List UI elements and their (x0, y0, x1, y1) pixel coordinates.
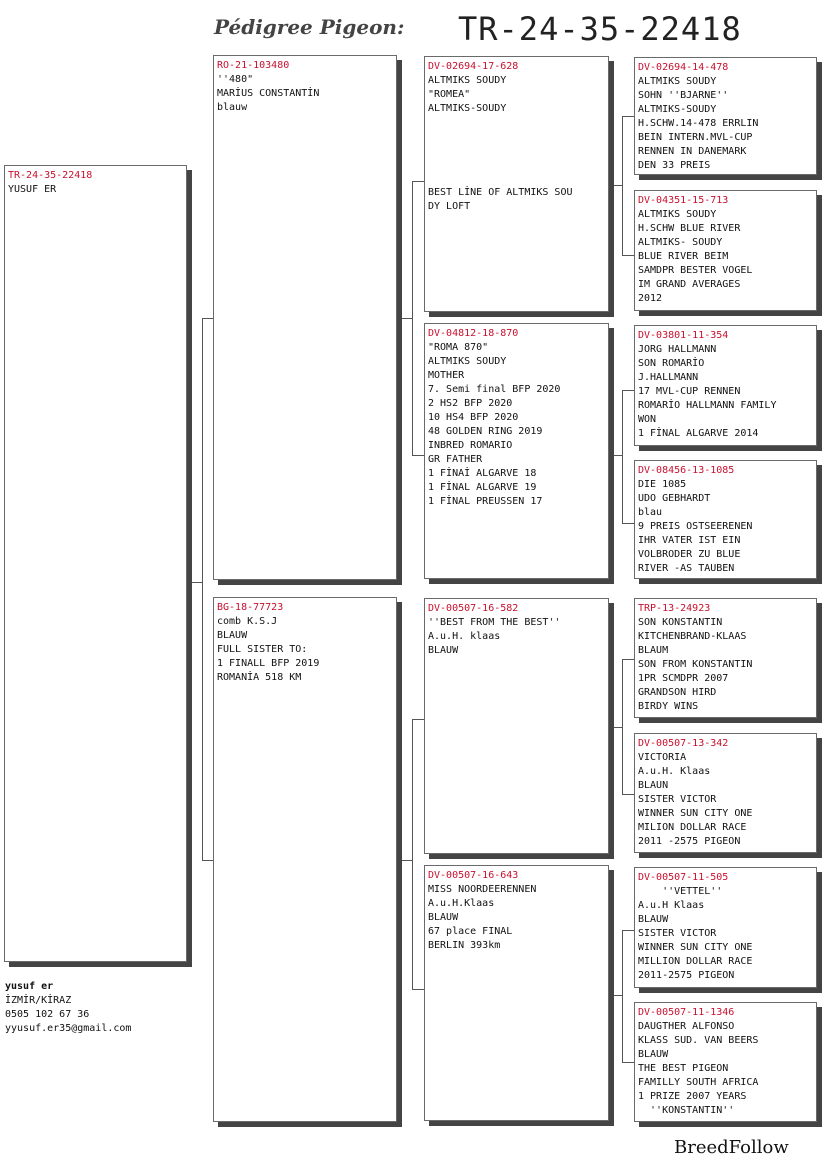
pigeon-info-line: YUSUF ER (8, 184, 57, 195)
owner-address: İZMİR/KİRAZ (5, 995, 72, 1006)
ring-number: DV-00507-11-1346 (638, 1007, 735, 1018)
pigeon-info-line: DIE 1085 (638, 479, 687, 490)
pigeon-info-line: 2012 (638, 293, 663, 304)
grandparent-card[interactable] (424, 323, 609, 579)
ring-number: BG-18-77723 (217, 602, 284, 613)
pigeon-info-line: SOHN ''BJARNE'' (638, 90, 729, 101)
connector-line (412, 181, 424, 182)
ring-number: DV-03801-11-354 (638, 330, 729, 341)
pigeon-info-line (428, 144, 605, 158)
pigeon-info-line: KLASS SUD. VAN BEERS (638, 1035, 759, 1046)
connector-line (622, 390, 634, 391)
ring-number: DV-02694-17-628 (428, 61, 519, 72)
owner-email[interactable]: yyusuf.er35@gmail.com (5, 1023, 132, 1034)
pigeon-info-line: ALTMIKS-SOUDY (638, 104, 717, 115)
pigeon-info-line: VOLBRODER ZU BLUE (638, 549, 741, 560)
pigeon-info-line: MARİUS CONSTANTİN (217, 88, 320, 99)
pigeon-info-line: 7. Semi final BFP 2020 (428, 384, 561, 395)
pigeon-info-line: A.u.H. klaas (428, 631, 501, 642)
pigeon-info-line: JORG HALLMANN (638, 344, 717, 355)
ring-number: DV-00507-11-505 (638, 872, 729, 883)
pigeon-info-line: GRANDSON HIRD (638, 687, 717, 698)
connector-line (609, 185, 622, 186)
pigeon-info-line: KITCHENBRAND-KLAAS (638, 631, 747, 642)
great-grandparent-card[interactable] (634, 598, 817, 718)
pigeon-info-line: WINNER SUN CITY ONE (638, 942, 753, 953)
pigeon-info-line: 10 HS4 BFP 2020 (428, 412, 519, 423)
pigeon-info-line: 1 FİNAL PREUSSEN 17 (428, 496, 543, 507)
pigeon-info-line: VICTORIA (638, 752, 687, 763)
pigeon-info-line: 1PR SCMDPR 2007 (638, 673, 729, 684)
owner-phone: 0505 102 67 36 (5, 1009, 90, 1020)
pigeon-info-line: BLAUW (638, 914, 669, 925)
pigeon-info-line: H.SCHW BLUE RIVER (638, 223, 741, 234)
great-grandparent-card[interactable] (634, 460, 817, 579)
connector-line (622, 1062, 634, 1063)
pigeon-info-line: IM GRAND AVERAGES (638, 279, 741, 290)
pigeon-info-line: WON (638, 414, 657, 425)
pigeon-info-line: "ROMA 870" (428, 342, 489, 353)
pigeon-info-line: 2 HS2 BFP 2020 (428, 398, 513, 409)
pigeon-info-line: SISTER VICTOR (638, 928, 717, 939)
connector-line (609, 995, 622, 996)
pigeon-info-line: FAMILLY SOUTH AFRICA (638, 1077, 759, 1088)
ring-number: TRP-13-24923 (638, 603, 711, 614)
pigeon-info-line: BLAUW (638, 1049, 669, 1060)
pigeon-info-line: BEIN INTERN.MVL-CUP (638, 132, 753, 143)
pigeon-info-line: IHR VATER IST EIN (638, 535, 741, 546)
pigeon-info-line: DAUGTHER ALFONSO (638, 1021, 735, 1032)
parent-dam-card[interactable] (213, 597, 397, 1122)
connector-line (412, 719, 413, 990)
pigeon-info-line: BIRDY WINS (638, 701, 699, 712)
grandparent-card[interactable] (424, 598, 609, 854)
pigeon-info-line: ALTMIKS-SOUDY (428, 103, 507, 114)
pigeon-info-line: MILION DOLLAR RACE (638, 822, 747, 833)
pigeon-info-line: 9 PREIS OSTSEERENEN (638, 521, 753, 532)
pigeon-info-line: MILLION DOLLAR RACE (638, 956, 753, 967)
connector-line (622, 794, 634, 795)
pigeon-info-line: 2011 -2575 PIGEON (638, 836, 741, 847)
pigeon-info-line: ROMANİA 518 KM (217, 672, 302, 683)
pigeon-info-line: ROMARİO HALLMANN FAMILY (638, 400, 777, 411)
pigeon-info-line: 1 FİNAL ALGARVE 19 (428, 482, 537, 493)
pigeon-info-line: SON KONSTANTIN (638, 617, 723, 628)
connector-line (412, 455, 424, 456)
pigeon-info-line (428, 158, 605, 172)
great-grandparent-card[interactable] (634, 190, 817, 311)
pigeon-info-line: "ROMEA" (428, 89, 471, 100)
pigeon-info-line: SISTER VICTOR (638, 794, 717, 805)
connector-line (397, 318, 412, 319)
pigeon-info-line (428, 116, 605, 130)
pigeon-ring-number: TR-24-35-22418 (458, 10, 742, 48)
pigeon-info-line: DY LOFT (428, 201, 471, 212)
great-grandparent-card[interactable] (634, 733, 817, 853)
pigeon-info-line: WINNER SUN CITY ONE (638, 808, 753, 819)
pigeon-info-line: GR FATHER (428, 454, 483, 465)
connector-line (412, 989, 424, 990)
pigeon-info-line: BLUE RIVER BEIM (638, 251, 729, 262)
pigeon-info-line: comb K.S.J (217, 616, 278, 627)
ring-number: DV-00507-16-643 (428, 870, 519, 881)
pigeon-info-line: MOTHER (428, 370, 465, 381)
pigeon-info-line: BLAUN (638, 780, 669, 791)
grandparent-card[interactable] (424, 56, 609, 312)
pigeon-info-line: ALTMIKS SOUDY (638, 209, 717, 220)
connector-line (622, 255, 634, 256)
pigeon-info-line: UDO GEBHARDT (638, 493, 711, 504)
pigeon-info-line: ALTMIKS SOUDY (428, 75, 507, 86)
pigeon-info-line: 1 FINALL BFP 2019 (217, 658, 320, 669)
owner-info (5, 980, 131, 1036)
brand-logo-text: BreedFollow (674, 1137, 789, 1158)
pigeon-info-line: A.u.H Klaas (638, 900, 705, 911)
pigeon-info-line: 48 GOLDEN RING 2019 (428, 426, 543, 437)
pigeon-info-line: SON FROM KONSTANTIN (638, 659, 753, 670)
pigeon-info-line: ALTMIKS- SOUDY (638, 237, 723, 248)
pigeon-info-line: DEN 33 PREIS (638, 160, 711, 171)
pigeon-info-line: ''BEST FROM THE BEST'' (428, 617, 561, 628)
connector-line (187, 582, 203, 583)
pigeon-info-line: INBRED ROMARIO (428, 440, 513, 451)
pigeon-info-line: MISS NOORDEERENNEN (428, 884, 537, 895)
ring-number: DV-04351-15-713 (638, 195, 729, 206)
connector-line (412, 181, 413, 456)
page-title: Pédigree Pigeon: (214, 15, 405, 39)
pigeon-info-line: ALTMIKS SOUDY (428, 356, 507, 367)
connector-line (622, 930, 634, 931)
pigeon-info-line: BLAUW (428, 645, 459, 656)
connector-line (622, 659, 623, 795)
great-grandparent-card[interactable] (634, 1002, 817, 1122)
pigeon-info-line: RENNEN IN DANEMARK (638, 146, 747, 157)
pigeon-info-line: A.u.H. Klaas (638, 766, 711, 777)
pigeon-info-line: 1 FİNAİ ALGARVE 18 (428, 468, 537, 479)
pigeon-info-line: ''KONSTANTIN'' (638, 1105, 735, 1116)
pigeon-info-line: THE BEST PIGEON (638, 1063, 729, 1074)
pigeon-info-line: 2011-2575 PIGEON (638, 970, 735, 981)
pigeon-info-line: blau (638, 507, 663, 518)
ring-number: DV-02694-14-478 (638, 62, 729, 73)
connector-line (622, 523, 634, 524)
connector-line (609, 455, 622, 456)
great-grandparent-card[interactable] (634, 57, 817, 175)
connector-line (622, 659, 634, 660)
pigeon-info-line: 1 PRIZE 2007 YEARS (638, 1091, 747, 1102)
connector-line (622, 116, 634, 117)
pigeon-info-line: BLAUW (428, 912, 459, 923)
connector-line (397, 860, 412, 861)
pigeon-info-line: BLAUW (217, 630, 248, 641)
pigeon-info-line: A.u.H.Klaas (428, 898, 495, 909)
parent-sire-card[interactable] (213, 55, 397, 580)
ring-number: TR-24-35-22418 (8, 170, 93, 181)
great-grandparent-card[interactable] (634, 867, 817, 988)
pigeon-info-line: RIVER -AS TAUBEN (638, 563, 735, 574)
pigeon-info-line: BERLIN 393km (428, 940, 501, 951)
pigeon-info-line: BEST LİNE OF ALTMIKS SOU (428, 187, 573, 198)
pigeon-info-line: blauw (217, 102, 248, 113)
pigeon-info-line: H.SCHW.14-478 ERRLIN (638, 118, 759, 129)
grandparent-card[interactable] (424, 865, 609, 1121)
connector-line (622, 116, 623, 256)
pigeon-info-line: J.HALLMANN (638, 372, 699, 383)
great-grandparent-card[interactable] (634, 325, 817, 446)
pigeon-info-line: ''VETTEL'' (638, 886, 723, 897)
connector-line (622, 390, 623, 524)
pigeon-info-line (428, 130, 605, 144)
pigeon-info-line: 17 MVL-CUP RENNEN (638, 386, 741, 397)
pigeon-info-line: SAMDPR BESTER VOGEL (638, 265, 753, 276)
pigeon-info-line: SON ROMARİO (638, 358, 705, 369)
pigeon-subject-card[interactable] (4, 165, 187, 962)
connector-line (609, 727, 622, 728)
ring-number: DV-08456-13-1085 (638, 465, 735, 476)
ring-number: DV-04812-18-870 (428, 328, 519, 339)
connector-line (202, 318, 203, 861)
owner-name: yusuf er (5, 981, 54, 992)
ring-number: DV-00507-16-582 (428, 603, 519, 614)
pigeon-info-line (428, 172, 605, 186)
ring-number: DV-00507-13-342 (638, 738, 729, 749)
pigeon-info-line: 1 FİNAL ALGARVE 2014 (638, 428, 759, 439)
ring-number: RO-21-103480 (217, 60, 290, 71)
pigeon-info-line: ALTMIKS SOUDY (638, 76, 717, 87)
connector-line (622, 930, 623, 1063)
pigeon-info-line: ''480" (217, 74, 254, 85)
pigeon-info-line: FULL SISTER TO: (217, 644, 308, 655)
pigeon-info-line: BLAUM (638, 645, 669, 656)
connector-line (412, 719, 424, 720)
pigeon-info-line: 67 place FINAL (428, 926, 513, 937)
